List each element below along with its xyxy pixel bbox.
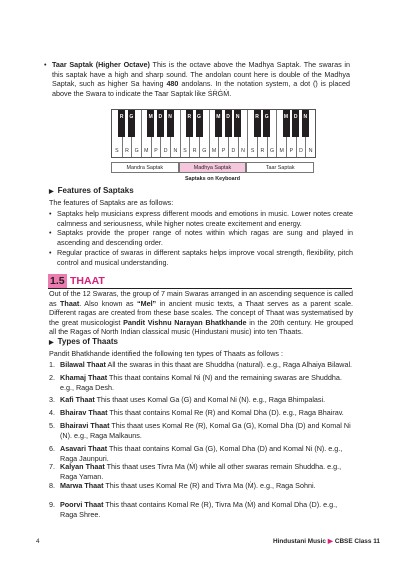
thaat-name: Bhairav Thaat <box>60 408 108 417</box>
white-key-label: G <box>202 148 207 154</box>
list-item <box>49 462 354 481</box>
black-key-label: R <box>187 114 192 120</box>
list-item <box>49 421 354 440</box>
types-heading-text: Types of Thaats <box>57 337 118 346</box>
black-key-label: D <box>226 114 230 120</box>
taar-saptak-term: Taar Saptak (Higher Octave) <box>52 60 150 69</box>
list-item <box>49 373 354 392</box>
features-item-2 <box>57 228 353 247</box>
thaat-desc: This thaat uses Komal Ga (G) and Komal Ni (N). e.g., Raga Bhimpalasi. <box>94 395 326 404</box>
types-intro: Pandit Bhatkhande identified the following ten types of Thaats as follows : <box>49 349 284 358</box>
list-item <box>49 444 354 463</box>
white-key-label: G <box>269 148 274 154</box>
features-heading-text: Features of Saptaks <box>57 186 134 195</box>
footer-book-label <box>273 538 380 546</box>
list-item <box>49 500 354 519</box>
list-item <box>49 481 354 491</box>
bullet-icon <box>49 209 52 219</box>
black-key <box>118 110 125 137</box>
black-key <box>234 110 241 137</box>
saptak-label: Taar Saptak <box>246 162 314 173</box>
thaat-desc: This thaat contains Komal Ga (G), Komal Dha (D) and Komal Ni (N). e.g., Raga Jaunpuri. <box>60 444 343 463</box>
thaat-text: in the 20th century. He grouped all the Ragas of North Indian classical music (Hindustani music) into ten Thaats. <box>49 317 353 337</box>
features-heading <box>49 186 134 197</box>
black-key-label: M <box>148 114 153 120</box>
thaat-paragraph <box>49 289 353 337</box>
features-item-text: Saptaks provide the proper range of notes within which ragas are sung and played in ascending and descending order. <box>57 228 353 247</box>
list-item <box>49 360 354 370</box>
black-key-label: G <box>264 114 269 120</box>
features-item-1 <box>57 209 353 228</box>
list-number: 3. <box>49 395 55 404</box>
black-key <box>263 110 270 137</box>
black-key-label: R <box>255 114 259 120</box>
thaat-name: Kalyan Thaat <box>60 462 105 471</box>
andolan-count: 480 <box>166 79 179 89</box>
white-key-label: R <box>192 148 197 154</box>
black-key <box>196 110 203 137</box>
thaat-name: Asavari Thaat <box>60 444 108 453</box>
thaat-name: Bilawal Thaat <box>60 360 106 369</box>
arrow-icon: ▶ <box>327 538 333 545</box>
white-key-label: S <box>115 148 119 154</box>
saptak-label: Madhya Saptak <box>179 162 247 173</box>
black-key-label: G <box>129 114 134 120</box>
features-intro: The features of Saptaks are as follows: <box>49 198 174 207</box>
black-key-label: G <box>197 114 201 120</box>
white-key-label: M <box>144 148 149 154</box>
list-number: 8. <box>49 481 55 490</box>
bullet-icon <box>49 228 52 238</box>
list-number: 5. <box>49 421 55 430</box>
class-label: CBSE Class 11 <box>334 538 380 545</box>
thaat-text: . Also known as <box>79 298 137 308</box>
thaat-text: in ancient music texts, a Thaat serves as a parent scale. Different ragas are created from these base scales. The concept of Thaat was systematised by the great musicologist <box>49 298 354 327</box>
page-number: 4 <box>36 538 40 545</box>
black-key-label: R <box>119 114 124 120</box>
section-number-badge: 1.5 <box>50 275 65 287</box>
list-item <box>49 408 354 418</box>
white-key-label: D <box>231 148 236 154</box>
black-key-label: N <box>168 114 172 120</box>
list-number: 4. <box>49 408 55 417</box>
thaat-desc: All the swaras in this thaat are Shuddha (natural). e.g., Raga Alhaiya Bilawal. <box>105 360 353 369</box>
thaat-name: Poorvi Thaat <box>60 500 104 509</box>
bullet-icon <box>49 248 52 258</box>
black-key <box>283 110 290 137</box>
thaat-text: Out of the 12 Swaras, the group of 7 main Swaras arranged in an ascending sequence is called as <box>49 289 353 308</box>
white-key-label: D <box>299 148 303 154</box>
white-key-label: P <box>221 148 226 154</box>
black-key-label: N <box>303 114 308 120</box>
white-key-label: P <box>289 148 294 154</box>
keyboard-diagram <box>111 109 316 158</box>
black-key <box>215 110 222 137</box>
thaat-name: Marwa Thaat <box>60 481 104 490</box>
taar-saptak-bullet <box>52 60 350 98</box>
white-key-label: G <box>134 148 139 154</box>
white-key-label: N <box>241 148 245 154</box>
taar-saptak-text: This is the octave above the Madhya Saptak. The swaras in this saptak have a high and sharp sound. The andolan count here is double of the Madhya Saptak, such as higher Sa having <box>52 60 350 89</box>
black-key-label: M <box>216 114 221 120</box>
features-item-3 <box>57 248 353 267</box>
taar-saptak-text-end: andolans. In the notation system, a dot (̇) is placed above the Swara to indicate the Taar Saptak like ṠṘĠṀ. <box>52 79 350 98</box>
black-key <box>254 110 261 137</box>
keyboard-caption: Saptaks on Keyboard <box>184 176 241 182</box>
list-number: 1. <box>49 360 55 369</box>
section-title: THAAT <box>70 275 105 287</box>
thaat-desc: This thaat contains Komal Ni (N) and the remaining swaras are Shuddha. e.g., Raga Desh. <box>60 373 342 392</box>
list-number: 9. <box>49 500 55 509</box>
white-key-label: R <box>125 148 129 154</box>
black-key <box>128 110 135 137</box>
black-key <box>292 110 299 137</box>
black-key-label: D <box>293 114 298 120</box>
thaat-desc: This thaat uses Komal Re (R), Komal Ga (G), Komal Dha (D) and Komal Ni (N). e.g., Raga Malkauns. <box>60 421 351 440</box>
white-key-label: R <box>260 148 265 154</box>
saptak-labels-row <box>111 162 314 173</box>
list-number: 6. <box>49 444 55 453</box>
thaat-desc: This thaat contains Komal Re (R) and Komal Dha (D). e.g., Raga Bhairav. <box>107 408 344 417</box>
book-title: Hindustani Music <box>273 538 326 545</box>
thaat-desc: This thaat uses Tivra Ma (M̍) while all other swaras remain Shuddha. e.g., Raga Yaman. <box>60 462 342 481</box>
white-key-label: S <box>250 148 255 154</box>
thaat-name: Khamaj Thaat <box>60 373 108 382</box>
thaat-name: Kafi Thaat <box>60 395 95 404</box>
triangle-bullet-icon <box>49 186 58 195</box>
list-number: 7. <box>49 462 55 471</box>
black-key <box>225 110 232 137</box>
features-item-text: Regular practice of swaras in different saptaks helps improve vocal strength, flexibility, pitch control and musical understanding. <box>57 248 353 267</box>
mel-term: “Mel” <box>136 298 157 308</box>
white-key-label: M <box>279 148 284 154</box>
white-key-label: N <box>173 148 178 154</box>
list-number: 2. <box>49 373 55 382</box>
list-item <box>49 395 354 405</box>
features-item-text: Saptaks help musicians express different moods and emotions in music. Lower notes create calmness and seriousness, while higher notes create excitement and energy. <box>57 209 353 228</box>
black-key <box>302 110 309 137</box>
white-key-label: P <box>154 148 158 154</box>
white-key-label: M <box>211 148 217 154</box>
thaat-name: Bhairavi Thaat <box>60 421 110 430</box>
black-key-label: N <box>235 114 240 120</box>
white-key-label: D <box>163 148 168 154</box>
black-key-label: D <box>158 114 163 120</box>
thaat-term: Thaat <box>60 298 80 308</box>
black-key <box>186 110 193 137</box>
bullet-icon <box>44 60 47 70</box>
black-key <box>157 110 164 137</box>
white-key-label: N <box>308 148 313 154</box>
saptak-label: Mandra Saptak <box>111 162 179 173</box>
triangle-bullet-icon <box>49 337 58 346</box>
black-key-label: M <box>283 114 289 120</box>
black-key <box>147 110 154 137</box>
thaat-desc: This thaat contains Komal Re (R), Tivra Ma (M̍) and Komal Dha (D). e.g., Raga Shree. <box>60 500 338 519</box>
thaat-desc: This thaat uses Komal Re (R) and Tivra Ma (M̍). e.g., Raga Sohni. <box>103 481 316 490</box>
white-key-label: S <box>183 148 187 154</box>
types-heading <box>49 337 118 348</box>
bhatkhande-name: Pandit Vishnu Narayan Bhatkhande <box>123 317 247 327</box>
black-key <box>167 110 174 137</box>
